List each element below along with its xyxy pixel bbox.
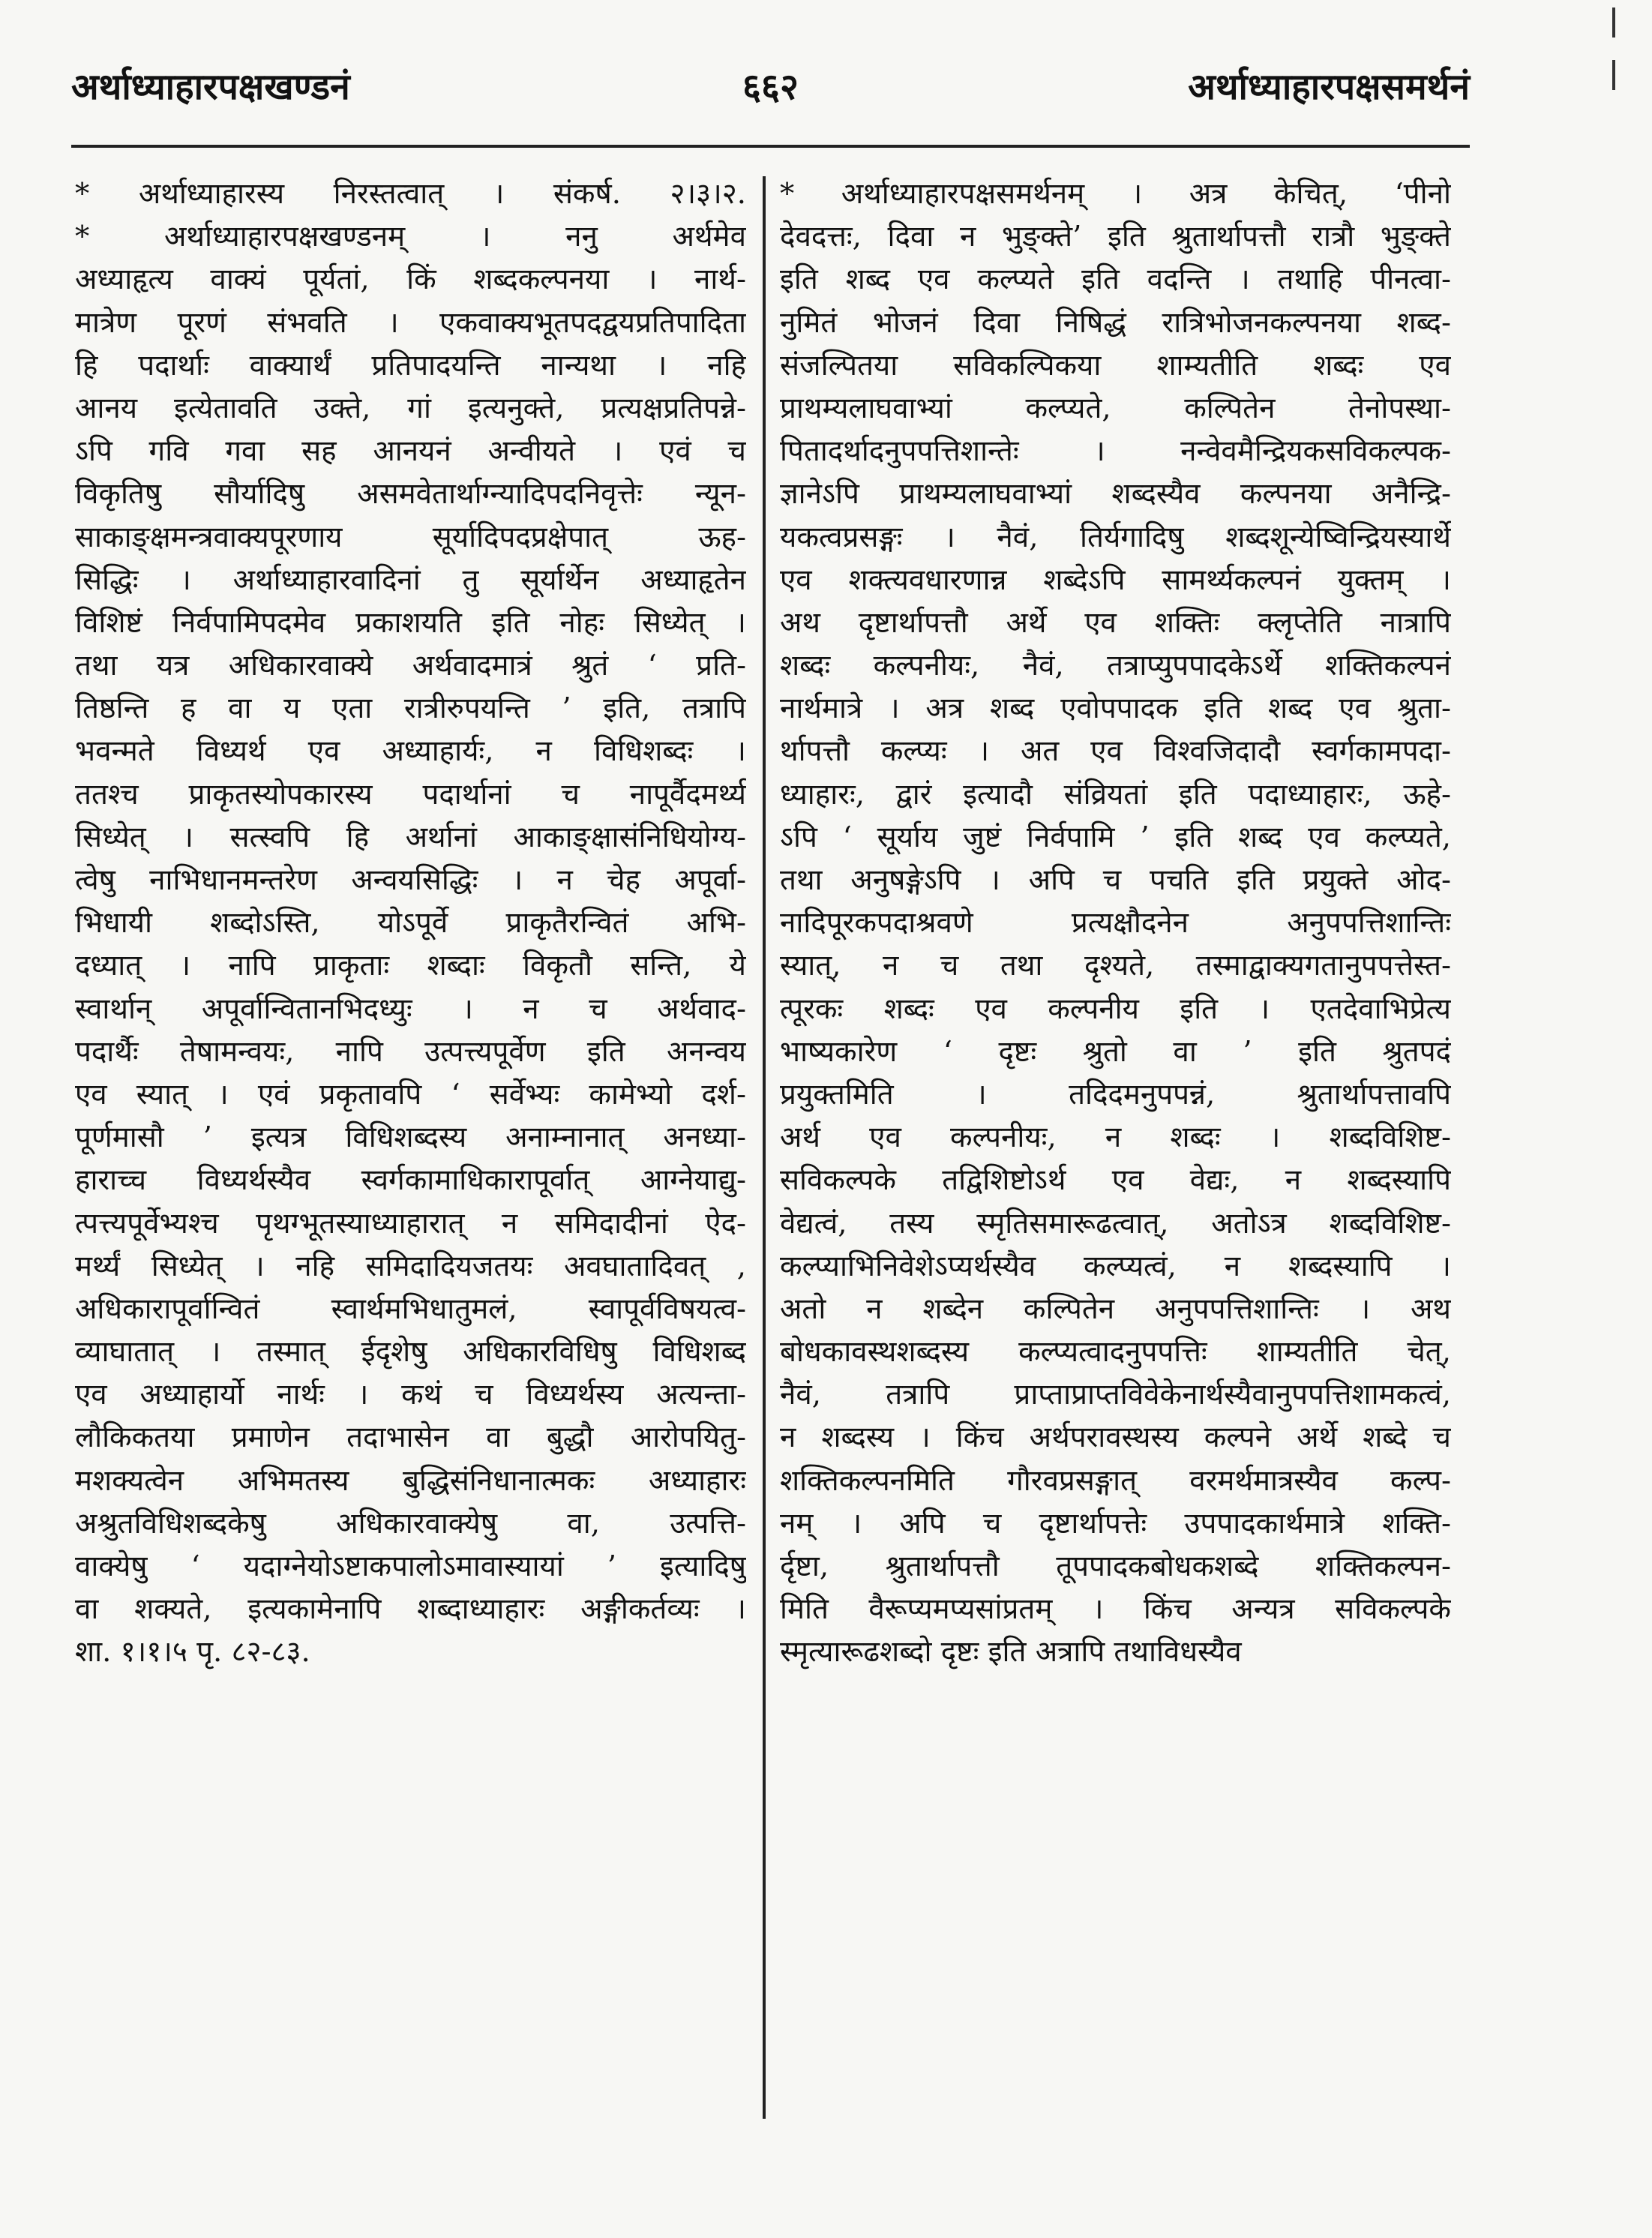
text-line: भाष्यकारेण ‘ दृष्टः श्रुतो वा ’ इति श्रुतपदं [780, 1034, 1451, 1069]
text-line: नम् । अपि च दृष्टार्थापत्तेः उपपादकार्थमात्रे शक्ति- [780, 1506, 1451, 1540]
scan-margin-mark [1612, 8, 1615, 38]
text-line: * अर्थाध्याहारपक्षसमर्थनम् । अत्र केचित्, ‘पीनो [780, 177, 1451, 211]
text-line: एव स्यात् । एवं प्रकृतावपि ‘ सर्वेभ्यः कामेभ्यो दर्श- [75, 1077, 746, 1112]
text-line: अधिकारापूर्वान्वितं स्वार्थमभिधातुमलं, स्वापूर्वविषयत्व- [75, 1292, 746, 1326]
text-line: ज्ञानेऽपि प्राथम्यलाघवाभ्यां शब्दस्यैव कल्पनया अनैन्द्रि- [780, 477, 1451, 512]
text-line: तथा अनुषङ्गेऽपि । अपि च पचति इति प्रयुक्ते ओद- [780, 863, 1451, 897]
text-line: अध्याहृत्य वाक्यं पूर्यतां, किं शब्दकल्पनया । नार्थ- [75, 262, 746, 297]
running-head-right: अर्थाध्याहारपक्षसमर्थनं [1188, 66, 1470, 108]
text-line: ऽपि गवि गवा सह आनयनं अन्वीयते । एवं च [75, 434, 746, 469]
text-line: ऽपि ‘ सूर्याय जुष्टं निर्वपामि ’ इति शब्द एव कल्प्यते, [780, 820, 1451, 854]
text-line: विशिष्टं निर्वपामिपदमेव प्रकाशयति इति नोहः सिध्येत् । [75, 605, 746, 640]
text-line: सिध्येत् । सत्स्वपि हि अर्थानां आकाङ्क्षासंनिधियोग्य- [75, 820, 746, 854]
text-line: साकाङ्क्षमन्त्रवाक्यपूरणाय सूर्यादिपदप्रक्षेपात् ऊह- [75, 520, 746, 554]
text-line: यकत्वप्रसङ्गः । नैवं, तिर्यगादिषु शब्दशून्येष्विन्द्रियस्यार्थे [780, 520, 1451, 554]
text-line: पदार्थैः तेषामन्वयः, नापि उत्पत्त्यपूर्वेण इति अनन्वय [75, 1034, 746, 1069]
text-line: शा. १।१।५ पृ. ८२-८३. [75, 1635, 310, 1670]
text-line: प्राथम्यलाघवाभ्यां कल्प्यते, कल्पितेन तेनोपस्था- [780, 391, 1451, 425]
text-line: संजल्पितया सविकल्पिकया शाम्यतीति शब्दः एव [780, 348, 1451, 382]
column-divider [763, 176, 766, 2119]
header-rule [71, 145, 1470, 148]
text-line: सविकल्पके तद्विशिष्टोऽर्थ एव वेद्यः, न शब्दस्यापि [780, 1163, 1451, 1198]
text-line: भिधायी शब्दोऽस्ति, योऽपूर्वे प्राकृतैरन्वितं अभि- [75, 906, 746, 940]
text-line: नादिपूरकपदाश्रवणे प्रत्यक्षौदनेन अनुपपत्तिशान्तिः [780, 906, 1451, 940]
text-line: देवदत्तः, दिवा न भुङ्क्ते’ इति श्रुतार्थापत्तौ रात्रौ भुङ्क्ते [780, 220, 1451, 254]
text-line: मशक्यत्वेन अभिमतस्य बुद्धिसंनिधानात्मकः अध्याहारः [75, 1463, 746, 1498]
text-line: आनय इत्येतावति उक्ते, गां इत्यनुक्ते, प्रत्यक्षप्रतिपन्ने- [75, 391, 746, 425]
text-line: वेद्यत्वं, तस्य स्मृतिसमारूढत्वात्, अतोऽत्र शब्दविशिष्ट- [780, 1206, 1451, 1240]
text-line: अथ दृष्टार्थापत्तौ अर्थे एव शक्तिः क्लृप्तेति नात्रापि [780, 605, 1451, 640]
text-line: ततश्च प्राकृतस्योपकारस्य पदार्थानां च नापूर्वैदमर्थ्य [75, 777, 746, 812]
left-column [75, 172, 746, 1674]
text-line: शक्तिकल्पनमिति गौरवप्रसङ्गात् वरमर्थमात्रस्यैव कल्प- [780, 1463, 1451, 1498]
scan-margin-mark [1612, 60, 1615, 90]
text-line: हि पदार्थाः वाक्यार्थं प्रतिपादयन्ति नान्यथा । नहि [75, 348, 746, 382]
text-line: बोधकावस्थशब्दस्य कल्प्यत्वादनुपपत्तिः शाम्यतीति चेत्, [780, 1335, 1451, 1370]
text-line: अर्थ एव कल्पनीयः, न शब्दः । शब्दविशिष्ट- [780, 1120, 1451, 1155]
text-line: स्वार्थान् अपूर्वान्वितानभिदध्युः । न च अर्थवाद- [75, 992, 746, 1026]
page-number: ६६२ [742, 66, 799, 108]
text-line: वाक्येषु ‘ यदाग्नेयोऽष्टाकपालोऽमावास्यायां ’ इत्यादिषु [75, 1550, 746, 1583]
text-line: अश्रुतविधिशब्दकेषु अधिकारवाक्येषु वा, उत्पत्ति- [75, 1506, 746, 1540]
text-line: नार्थमात्रे । अत्र शब्द एवोपपादक इति शब्द एव श्रुता- [780, 692, 1451, 726]
text-line: इति शब्द एव कल्प्यते इति वदन्ति । तथाहि पीनत्वा- [780, 262, 1451, 297]
text-line: त्वेषु नाभिधानमन्तरेण अन्वयसिद्धिः । न चेह अपूर्वा- [75, 863, 746, 897]
text-line: एव शक्त्यवधारणान्न शब्देऽपि सामर्थ्यकल्पनं युक्तम् । [780, 562, 1451, 597]
text-line: हाराच्च विध्यर्थस्यैव स्वर्गकामाधिकारापूर्वात् आग्नेयाद्यु- [75, 1163, 746, 1198]
text-line: नैवं, तत्रापि प्राप्ताप्राप्तविवेकेनार्थस्यैवानुपपत्तिशामकत्वं, [780, 1378, 1451, 1412]
text-line: मिति वैरूप्यमप्यसांप्रतम् । किंच अन्यत्र सविकल्पके [780, 1592, 1451, 1627]
text-line: तथा यत्र अधिकारवाक्ये अर्थवादमात्रं श्रुतं ‘ प्रति- [75, 649, 746, 683]
text-line: लौकिकतया प्रमाणेन तदाभासेन वा बुद्धौ आरोपयितु- [75, 1420, 746, 1455]
text-line: स्मृत्यारूढशब्दो दृष्टः इति अत्रापि तथाविधस्यैव [780, 1635, 1242, 1670]
text-line: विकृतिषु सौर्यादिषु असमवेतार्थाग्न्यादिपदनिवृत्तेः न्यून- [75, 477, 746, 512]
text-line: स्यात्, न च तथा दृश्यते, तस्माद्वाक्यगतानुपपत्तेस्त- [780, 949, 1451, 983]
text-line: त्पूरकः शब्दः एव कल्पनीय इति । एतदेवाभिप्रेत्य [780, 992, 1451, 1026]
text-line: पूर्णमासौ ’ इत्यत्र विधिशब्दस्य अनाम्नानात् अनध्या- [75, 1120, 746, 1155]
text-line: वा शक्यते, इत्यकामेनापि शब्दाध्याहारः अङ्गीकर्तव्यः । [75, 1592, 746, 1627]
text-line: अतो न शब्देन कल्पितेन अनुपपत्तिशान्तिः । अथ [780, 1292, 1451, 1326]
running-head-left: अर्थाध्याहारपक्षखण्डनं [71, 66, 350, 108]
text-line: नुमितं भोजनं दिवा निषिद्धं रात्रिभोजनकल्पनया शब्द- [780, 305, 1451, 340]
text-line: * अर्थाध्याहारस्य निरस्तत्वात् । संकर्ष. २।३।२. [75, 177, 746, 211]
right-column [780, 172, 1451, 1674]
page-header [71, 62, 1470, 129]
text-line: भवन्मते विध्यर्थ एव अध्याहार्यः, न विधिशब्दः । [75, 734, 746, 769]
text-line: तिष्ठन्ति ह वा य एता रात्रीरुपयन्ति ’ इति, तत्रापि [75, 692, 746, 726]
text-line: र्दृष्टा, श्रुतार्थापत्तौ तूपपादकबोधकशब्दे शक्तिकल्पन- [780, 1550, 1451, 1583]
text-line: * अर्थाध्याहारपक्षखण्डनम् । ननु अर्थमेव [75, 220, 746, 254]
text-line: प्रयुक्तमिति । तदिदमनुपपन्नं, श्रुतार्थापत्तावपि [780, 1077, 1451, 1112]
text-line: ध्याहारः, द्वारं इत्यादौ संव्रियतां इति पदाध्याहारः, ऊहे- [780, 777, 1451, 812]
text-line: मात्रेण पूरणं संभवति । एकवाक्यभूतपदद्वयप्रतिपादिता [75, 305, 746, 340]
text-line: र्थापत्तौ कल्प्यः । अत एव विश्वजिदादौ स्वर्गकामपदा- [780, 734, 1451, 769]
text-line: त्पत्त्यपूर्वेभ्यश्च पृथग्भूतस्याध्याहारात् न समिदादीनां ऐद- [75, 1206, 746, 1240]
text-line: पितादर्थादनुपपत्तिशान्तेः । नन्वेवमैन्द्रियकसविकल्पक- [780, 434, 1451, 469]
text-line: मर्थ्यं सिध्येत् । नहि समिदादियजतयः अवघातादिवत् , [75, 1249, 746, 1283]
text-line: एव अध्याहार्यो नार्थः । कथं च विध्यर्थस्य अत्यन्ता- [75, 1378, 746, 1412]
text-line: सिद्धिः । अर्थाध्याहारवादिनां तु सूर्यार्थेन अध्याहृतेन [75, 562, 746, 597]
text-line: दध्यात् । नापि प्राकृताः शब्दाः विकृतौ सन्ति, ये [75, 949, 746, 983]
text-line: शब्दः कल्पनीयः, नैवं, तत्राप्युपपादकेऽर्थे शक्तिकल्पनं [780, 649, 1451, 683]
text-line: व्याघातात् । तस्मात् ईदृशेषु अधिकारविधिषु विधिशब्द [75, 1335, 746, 1370]
text-line: कल्प्याभिनिवेशेऽप्यर्थस्यैव कल्प्यत्वं, न शब्दस्यापि । [780, 1249, 1451, 1283]
text-line: न शब्दस्य । किंच अर्थपरावस्थस्य कल्पने अर्थे शब्दे च [780, 1420, 1451, 1455]
